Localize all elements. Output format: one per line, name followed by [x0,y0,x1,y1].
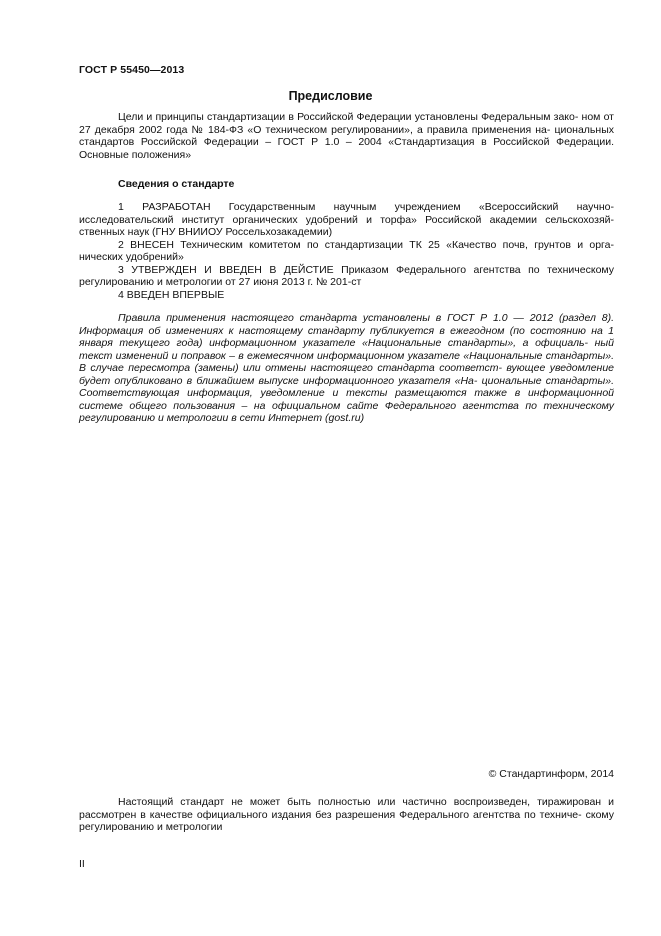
intro-line: Цели и принципы стандартизации в Российской Федерации установлены Федеральным зако- [118,111,579,123]
note-line: стандарты». В случае пересмотра (замены) или отмены настоящего стандарта соответст- [79,349,614,374]
rules-note-paragraph [79,312,614,425]
note-line: агентства по техническому регулированию и метрологии в сети Интернет (gost.ru) [79,399,614,424]
note-line: 1 января текущего года) информационном указателе «Национальные стандарты», а официаль- [79,324,614,349]
info-line: 4 ВВЕДЕН ВПЕРВЫЕ [118,288,225,301]
info-line: 3 УТВЕРЖДЕН И ВВЕДЕН В ДЕЙСТИЕ Приказом Федерального агентства по техническому [118,263,614,276]
info-item-first-introduced [79,289,614,302]
note-line: Информация об изменениях к настоящему стандарту публикуется в ежегодном (по состоянию на [79,324,603,337]
section-subheading: Сведения о стандарте [118,178,235,190]
notice-line: Настоящий стандарт не может быть полностью или частично воспроизведен, тиражирован и [118,796,614,808]
copyright-line: © Стандартинформ, 2014 [488,768,614,780]
info-line: нических удобрений» [79,251,184,263]
document-code: ГОСТ Р 55450—2013 [79,64,185,76]
note-line: ный текст изменений и поправок – в ежемесячном информационном указателе «Национальные [79,337,614,362]
page-number: II [79,858,85,870]
info-line: 2 ВНЕСЕН Техническим комитетом по стандартизации ТК 25 «Качество почв, грунтов и орга- [118,238,614,251]
intro-line: Федерации. Основные положения» [79,136,614,161]
note-line: циональные стандарты». Соответствующая информация, уведомление и тексты размещаются [79,374,614,399]
standard-info-list [79,201,614,301]
info-line: ственных наук (ГНУ ВНИИОУ Россельхозакадемии) [79,226,333,238]
info-line: регулированию и метрологии от 27 июня 2013 г. № 201-ст [79,276,362,288]
notice-line: рассмотрен в качестве официального издания без разрешения Федерального агентства по техниче- [79,808,582,821]
note-line: Правила применения настоящего стандарта установлены в ГОСТ Р 1.0 — 2012 (раздел 8). [118,312,614,324]
info-item-developed [79,201,614,239]
note-line: вующее уведомление будет опубликовано в ближайшем выпуске информационного указателя «На- [79,362,615,387]
info-line: 1 РАЗРАБОТАН Государственным научным учреждением «Всероссийский научно- [118,201,614,213]
info-line: исследовательский институт органических удобрений и торфа» Российской академии сельскохозяй- [79,213,614,226]
info-item-submitted [79,239,614,264]
intro-paragraph [79,111,614,161]
note-line: также в информационной системе общего пользования – на официальном сайте Федерального [79,387,614,412]
page-title: Предисловие [288,89,373,103]
notice-line: скому регулированию и метрологии [79,808,615,833]
reproduction-notice [79,796,614,834]
intro-line: циональных стандартов Российской Федерации – ГОСТ Р 1.0 – 2004 «Стандартизация в Российской [79,123,614,148]
info-item-approved [79,264,614,289]
intro-line: ном от 27 декабря 2002 года № 184-ФЗ «О техническом регулировании», а правила применения на- [79,111,614,136]
